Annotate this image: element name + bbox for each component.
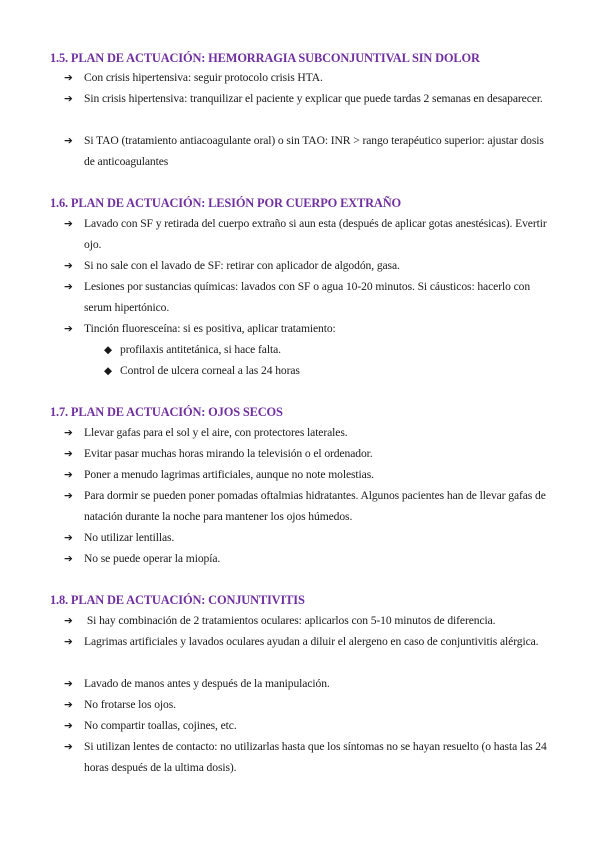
section-heading-hemorragia: 1.5. PLAN DE ACTUACIÓN: HEMORRAGIA SUBCONJUNTIVAL SIN DOLOR [50,51,480,65]
arrow-right-icon: ➔ [64,741,73,753]
arrow-right-icon: ➔ [64,260,73,272]
list-item: ➔ No se puede operar la miopía. [64,549,554,570]
diamond-icon: ◆ [104,344,112,356]
list-item: ➔ Si utilizan lentes de contacto: no utilizarlas hasta que los síntomas no se hayan resuelto (o hasta las 24 horas después de la ultima dosis). [64,737,554,779]
list-item: ➔ Para dormir se pueden poner pomadas oftalmias hidratantes. Algunos pacientes han de llevar gafas de natación durante la noche para mantener los ojos húmedos. [64,486,554,528]
arrow-right-icon: ➔ [64,469,73,481]
list-item: ➔ Tinción fluoresceína: si es positiva, aplicar tratamiento: [64,319,554,340]
list-item: ➔ Llevar gafas para el sol y el aire, con protectores laterales. [64,423,554,444]
arrow-right-icon: ➔ [64,218,73,230]
arrow-right-icon: ➔ [64,281,73,293]
list-item: ➔ Si TAO (tratamiento antiacoagulante oral) o sin TAO: INR > rango terapéutico superior: ajustar dosis de anticoagulantes [64,131,554,173]
list-item: ➔ Poner a menudo lagrimas artificiales, aunque no note molestias. [64,465,554,486]
arrow-right-icon: ➔ [64,678,73,690]
arrow-right-icon: ➔ [64,72,73,84]
list-item: ➔ Evitar pasar muchas horas mirando la televisión o el ordenador. [64,444,554,465]
arrow-right-icon: ➔ [64,699,73,711]
sub-list-item: ◆ Control de ulcera corneal a las 24 horas [104,361,544,382]
list-item: ➔ No frotarse los ojos. [64,695,554,716]
arrow-right-icon: ➔ [64,448,73,460]
arrow-right-icon: ➔ [64,323,73,335]
arrow-right-icon: ➔ [64,93,73,105]
list-item: ➔ Si hay combinación de 2 tratamientos oculares: aplicarlos con 5-10 minutos de diferencia. [64,611,554,632]
list-item: ➔ Si no sale con el lavado de SF: retirar con aplicador de algodón, gasa. [64,256,554,277]
list-item: ➔ Con crisis hipertensiva: seguir protocolo crisis HTA. [64,68,554,89]
list-item: ➔ Sin crisis hipertensiva: tranquilizar el paciente y explicar que puede tardas 2 semanas en desaparecer. [64,89,554,110]
section-heading-conjuntivitis: 1.8. PLAN DE ACTUACIÓN: CONJUNTIVITIS [50,593,305,607]
diamond-icon: ◆ [104,365,112,377]
section-heading-cuerpo-extrano: 1.6. PLAN DE ACTUACIÓN: LESIÓN POR CUERPO EXTRAÑO [50,196,401,210]
list-item: ➔ Lavado de manos antes y después de la manipulación. [64,674,554,695]
list-item: ➔ Lagrimas artificiales y lavados oculares ayudan a diluir el alergeno en caso de conjuntivitis alérgica. [64,632,554,653]
sub-list-item: ◆ profilaxis antitetánica, si hace falta. [104,340,544,361]
section-heading-ojos-secos: 1.7. PLAN DE ACTUACIÓN: OJOS SECOS [50,405,283,419]
arrow-right-icon: ➔ [64,636,73,648]
list-item: ➔ No compartir toallas, cojines, etc. [64,716,554,737]
arrow-right-icon: ➔ [64,490,73,502]
arrow-right-icon: ➔ [64,427,73,439]
arrow-right-icon: ➔ [64,720,73,732]
arrow-right-icon: ➔ [64,553,73,565]
list-item: ➔ Lavado con SF y retirada del cuerpo extraño si aun esta (después de aplicar gotas anestésicas). Evertir ojo. [64,214,554,256]
arrow-right-icon: ➔ [64,135,73,147]
list-item: ➔ No utilizar lentillas. [64,528,554,549]
list-item: ➔ Lesiones por sustancias químicas: lavados con SF o agua 10-20 minutos. Si cáusticos: hacerlo con serum hipertónico. [64,277,554,319]
arrow-right-icon: ➔ [64,532,73,544]
arrow-right-icon: ➔ [64,615,73,627]
